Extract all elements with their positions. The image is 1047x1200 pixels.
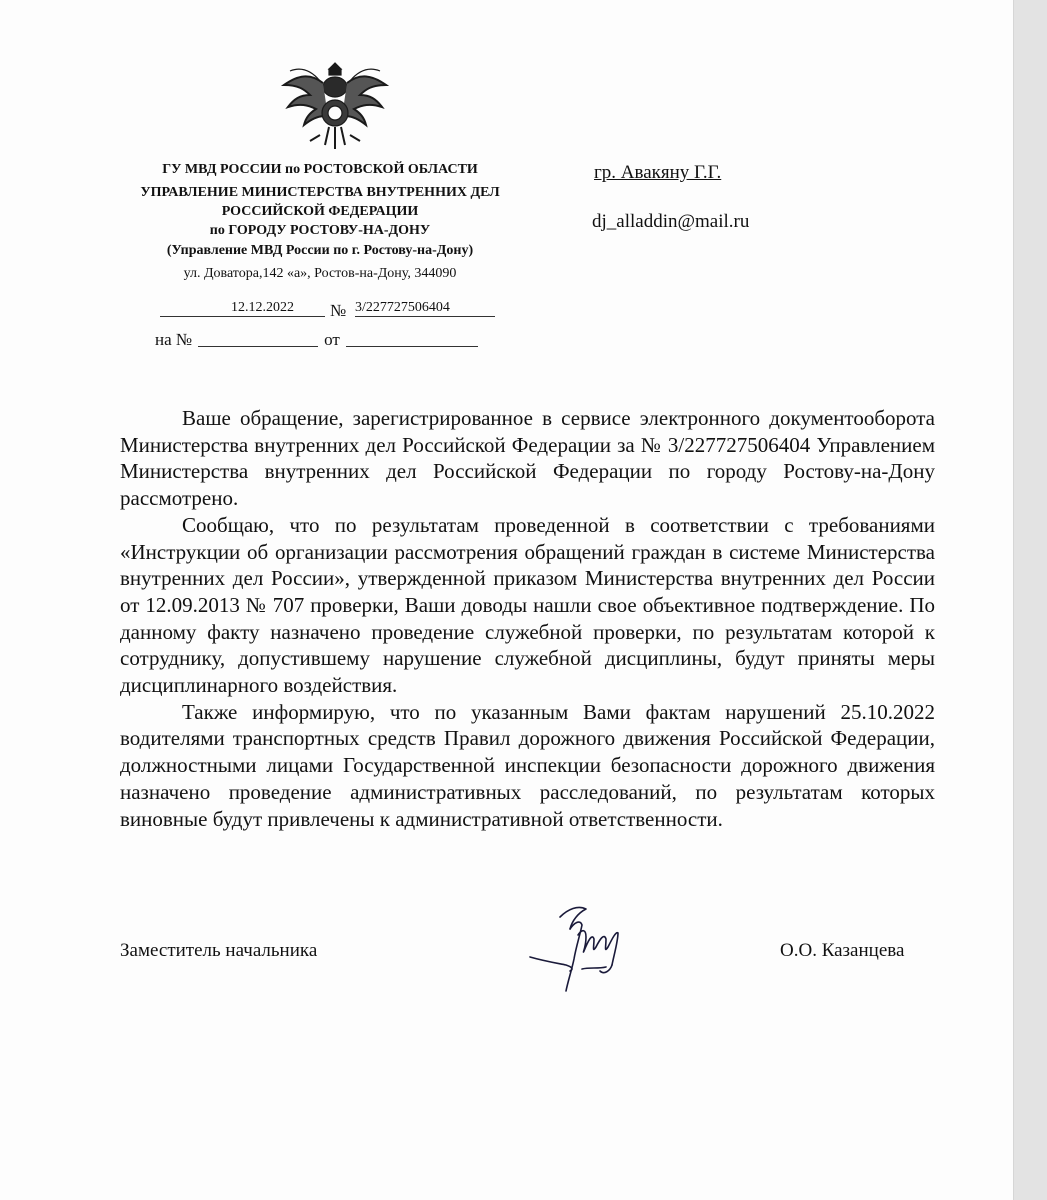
org-line-2: УПРАВЛЕНИЕ МИНИСТЕРСТВА ВНУТРЕННИХ ДЕЛ [140,185,500,200]
org-line-4: по ГОРОДУ РОСТОВУ-НА-ДОНУ [209,223,431,238]
recipient-name: гр. Авакяну Г.Г. [594,162,722,183]
signatory-title: Заместитель начальника [120,940,318,961]
number-sign: № [330,301,347,320]
org-line-3: РОССИЙСКОЙ ФЕДЕРАЦИИ [221,204,419,219]
mvd-eagle-emblem-icon [280,55,390,155]
body-paragraph: Также информирую, что по указанным Вами фактам нарушений 25.10.2022 водителями транспортных средств Правил дорожного движения Российской Федерации, должностными лицами Государственной инспекции безопасности дорожного движения назначено проведение административных расследований, по результатам которых виновные будут привлечены к административной ответственности. [120,699,935,831]
reference-line [155,330,495,350]
handwritten-signature-icon [520,895,640,1000]
on-number-label: на № [155,330,193,349]
on-number-blank [198,346,318,347]
registration-line [160,300,500,324]
registration-number: 3/227727506404 [355,300,495,317]
from-date-blank [346,346,478,347]
registration-date: 12.12.2022 [160,300,325,317]
from-label: от [324,330,340,349]
org-line-1: ГУ МВД РОССИИ по РОСТОВСКОЙ ОБЛАСТИ [162,162,478,177]
organization-header [110,160,530,260]
page-edge-shadow [1013,0,1047,1200]
signatory-name: О.О. Казанцева [780,940,905,961]
org-line-5: (Управление МВД России по г. Ростову-на-Дону) [166,243,474,258]
body-paragraph: Сообщаю, что по результатам проведенной в соответствии с требованиями «Инструкции об организации рассмотрения обращений граждан в системе Министерства внутренних дел России», утвержденной приказом Министерства внутренних дел России от 12.09.2013 № 707 проверки, Ваши доводы нашли свое объективное подтверждение. По данному факту назначено проведение служебной проверки, по результатам которой к сотруднику, допустившему нарушение служебной дисциплины, будут приняты меры дисциплинарного воздействия. [120,512,935,698]
body-paragraph: Ваше обращение, зарегистрированное в сервисе электронного документооборота Министерства внутренних дел Российской Федерации за № 3/227727506404 Управлением Министерства внутренних дел Российской Федерации по городу Ростову-на-Дону рассмотрено. [120,406,935,511]
org-address: ул. Доватора,142 «а», Ростов-на-Дону, 344090 [183,266,457,281]
recipient-email: dj_alladdin@mail.ru [592,211,750,232]
letter-body [120,405,935,832]
